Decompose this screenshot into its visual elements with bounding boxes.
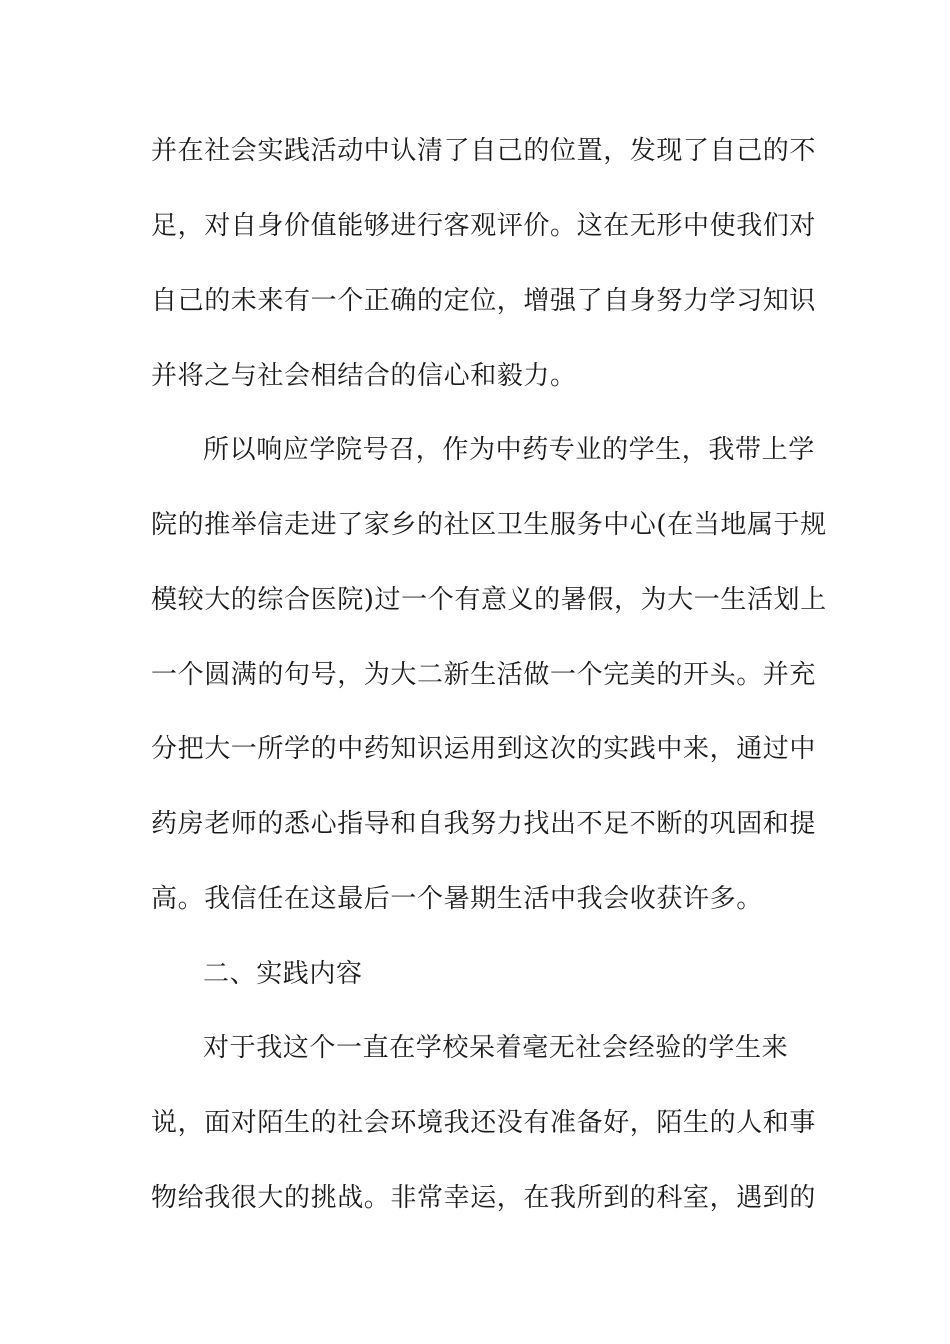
text-line: 院的推举信走进了家乡的社区卫生服务中心(在当地属于规 (151, 510, 827, 540)
text-line: 药房老师的悉心指导和自我努力找出不足不断的巩固和提 (151, 809, 817, 839)
text-line: 所以响应学院号召，作为中药专业的学生，我带上学 (203, 435, 815, 465)
text-line: 模较大的综合医院)过一个有意义的暑假，为大一生活划上 (151, 585, 827, 615)
text-line: 对于我这个一直在学校呆着毫无社会经验的学生来 (203, 1033, 789, 1063)
text-line: 并在社会实践活动中认清了自己的位置，发现了自己的不 (151, 136, 817, 166)
text-line: 说，面对陌生的社会环境我还没有准备好，陌生的人和事 (151, 1108, 817, 1138)
text-line: 高。我信任在这最后一个暑期生活中我会收获许多。 (151, 884, 763, 914)
text-line: 自己的未来有一个正确的定位，增强了自身努力学习知识 (151, 286, 817, 316)
section-heading: 二、实践内容 (203, 959, 363, 989)
text-line: 一个圆满的句号，为大二新生活做一个完美的开头。并充 (151, 660, 817, 690)
text-line: 物给我很大的挑战。非常幸运，在我所到的科室，遇到的 (151, 1183, 817, 1213)
text-line: 并将之与社会相结合的信心和毅力。 (151, 361, 577, 391)
text-line: 分把大一所学的中药知识运用到这次的实践中来，通过中 (151, 734, 817, 764)
text-line: 足，对自身价值能够进行客观评价。这在无形中使我们对 (151, 211, 817, 241)
